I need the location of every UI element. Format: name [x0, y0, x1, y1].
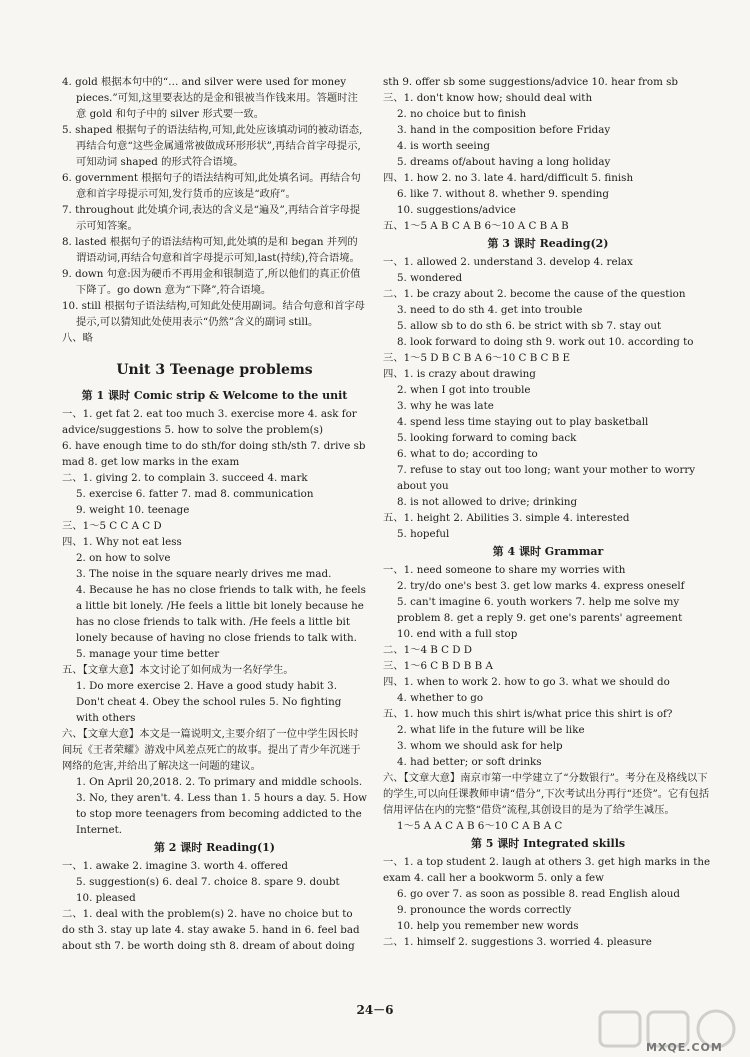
lesson-4-answers: [383, 562, 713, 834]
answer-line: 7. throughout 此处填介词,表达的含义是“遍及”,再结合首字母提示可知答案。: [62, 204, 361, 232]
answer-line: 8. lasted 根据句子的语法结构可知,此处填的是和 began 并列的谓语动词,再结合句意和首字母提示可知,last(持续),符合语境。: [62, 236, 360, 264]
answer-line: 1. Do more exercise 2. Have a good study habit 3. Don't cheat 4. Obey the school rules 5. No fighting with others: [76, 680, 342, 724]
answer-line: 4. is worth seeing: [397, 140, 490, 152]
answer-line: sth 9. offer sb some suggestions/advice 10. hear from sb: [383, 76, 679, 88]
answer-line: 五、1. how much this shirt is/what price this shirt is of?: [383, 708, 673, 720]
answer-line: 10. suggestions/advice: [397, 204, 516, 216]
lesson-heading-3: 第 3 课时 Reading(2): [487, 237, 609, 250]
lesson-heading-5: 第 5 课时 Integrated skills: [470, 837, 626, 850]
answer-line: 一、1. allowed 2. understand 3. develop 4. relax: [383, 256, 633, 268]
answer-line: 2. no choice but to finish: [397, 108, 527, 120]
answer-line: 二、1. deal with the problem(s) 2. have no choice but to do sth 3. stay up late 4. stay awake 5. hand in 6. feel bad about sth 7. be worth doing sth 8. dream of about doing: [62, 908, 360, 952]
answer-line: 5. dreams of/about having a long holiday: [397, 156, 611, 168]
answer-line: 9. weight 10. teenage: [76, 504, 190, 516]
answer-line: 一、1. awake 2. imagine 3. worth 4. offered: [62, 860, 288, 872]
answer-line: 八、略: [62, 332, 93, 344]
lesson-3-answers: [383, 254, 713, 542]
answer-line: 三、1. don't know how; should deal with: [383, 92, 593, 104]
answer-line: 2. on how to solve: [76, 552, 171, 564]
page-number: 24－6: [356, 1003, 394, 1017]
answer-line: 6. like 7. without 8. whether 9. spending: [397, 188, 610, 200]
left-column: [62, 74, 367, 954]
answer-line: 三、1～5 C C A C D: [62, 520, 162, 532]
answer-line: 五、1～5 A B C A B 6～10 A C B A B: [383, 220, 569, 232]
answer-line: 10. end with a full stop: [397, 628, 518, 640]
answer-line: 10. pleased: [76, 892, 136, 904]
lesson-heading-4: 第 4 课时 Grammar: [492, 545, 604, 558]
answer-line: 四、1. Why not eat less: [62, 536, 182, 548]
answer-line: 6. have enough time to do sth/for doing sth/sth 7. drive sb mad 8. get low marks in the exam: [62, 440, 366, 468]
unit-title: Unit 3 Teenage problems: [116, 362, 313, 378]
answer-line: 五、1. height 2. Abilities 3. simple 4. interested: [383, 512, 630, 524]
answer-line: 6. government 根据句子的语法结构可知,此处填名词。再结合句意和首字母提示可知,发行货币的应该是“政府”。: [62, 172, 361, 200]
lesson-heading-1: 第 1 课时 Comic strip & Welcome to the unit: [81, 389, 348, 402]
answer-line: 3. why he was late: [397, 400, 494, 412]
answer-line: 五、【文章大意】本文讨论了如何成为一名好学生。: [62, 664, 294, 676]
answer-line: 8. look forward to doing sth 9. work out 10. according to: [397, 336, 694, 348]
answer-line: 5. suggestion(s) 6. deal 7. choice 8. spare 9. doubt: [76, 876, 340, 888]
answer-line: 一、1. get fat 2. eat too much 3. exercise more 4. ask for advice/suggestions 5. how to solve the problem(s): [62, 408, 357, 436]
answer-line: 5. exercise 6. fatter 7. mad 8. communication: [76, 488, 314, 500]
answer-line: 10. still 根据句子语法结构,可知此处使用副词。结合句意和首字母提示,可以猜知此处使用表示“仍然”含义的副词 still。: [62, 300, 365, 328]
answer-line: 6. go over 7. as soon as possible 8. read English aloud: [397, 888, 680, 900]
answer-line: 一、1. need someone to share my worries with: [383, 564, 626, 576]
answer-line: 1～5 A A C A B 6～10 C A B A C: [397, 820, 563, 832]
answer-line: 8. is not allowed to drive; drinking: [397, 496, 578, 508]
answer-line: 二、1. himself 2. suggestions 3. worried 4. pleasure: [383, 936, 652, 948]
lesson-2-answers: [62, 858, 367, 954]
answer-line: 3. need to do sth 4. get into trouble: [397, 304, 583, 316]
answer-line: 5. looking forward to coming back: [397, 432, 577, 444]
answer-line: 6. what to do; according to: [397, 448, 538, 460]
left-answers-block: [62, 74, 367, 346]
answer-line: 5. shaped 根据句子的语法结构,可知,此处应该填动词的被动语态,再结合句意“这些金属通常被做成环形形状”,再结合首字母提示,可知动词 shaped 的形式符合语境。: [62, 124, 363, 168]
answer-line: 2. try/do one's best 3. get low marks 4. express oneself: [397, 580, 685, 592]
answer-line: 10. help you remember new words: [397, 920, 579, 932]
answer-line: 4. Because he has no close friends to talk with, he feels a little bit lonely. /He feels a little bit lonely because he has no close friends to talk with. /He feels a little bit lonely because of having no close friends to talk with.: [76, 584, 366, 644]
answer-line: 四、1. how 2. no 3. late 4. hard/difficult 5. finish: [383, 172, 634, 184]
lesson-heading-2: 第 2 课时 Reading(1): [153, 841, 276, 854]
answer-line: 3. The noise in the square nearly drives me mad.: [76, 568, 332, 580]
lesson-1-answers: [62, 406, 367, 838]
answer-line: 5. manage your time better: [76, 648, 220, 660]
lesson-2-answers-continued: [383, 74, 713, 234]
answer-line: 一、1. a top student 2. laugh at others 3. get high marks in the exam 4. call her a bookworm 5. only a few: [383, 856, 711, 884]
answer-line: 5. allow sb to do sth 6. be strict with sb 7. stay out: [397, 320, 662, 332]
answer-line: 5. hopeful: [397, 528, 450, 540]
answer-line: 2. when I got into trouble: [397, 384, 531, 396]
answer-line: 4. had better; or soft drinks: [397, 756, 542, 768]
answer-line: 4. whether to go: [397, 692, 484, 704]
answer-line: 三、1～5 D B C B A 6～10 C B C B E: [383, 352, 571, 364]
answer-line: 二、1～4 B C D D: [383, 644, 473, 656]
answer-line: 5. wondered: [397, 272, 463, 284]
answer-line: 1. On April 20,2018. 2. To primary and middle schools.: [76, 776, 363, 788]
answer-line: 二、1. giving 2. to complain 3. succeed 4. mark: [62, 472, 308, 484]
answer-line: 5. can't imagine 6. youth workers 7. help me solve my problem 8. get a reply 9. get one's parents' agreement: [397, 596, 683, 624]
answer-line: 4. gold 根据本句中的“… and silver were used for money pieces.”可知,这里要表达的是金和银被当作钱来用。答题时注意 gold 和句子中的 silver 形式要一致。: [62, 76, 358, 120]
answer-line: 六、【文章大意】本文是一篇说明文,主要介绍了一位中学生因长时间玩《王者荣耀》游戏中风差点死亡的故事。提出了青少年沉迷于网络的危害,并给出了解决这一问题的建议。: [62, 728, 361, 772]
answer-line: 9. pronounce the words correctly: [397, 904, 572, 916]
answer-line: 3. whom we should ask for help: [397, 740, 563, 752]
answer-line: 9. down 句意:因为硬币不再用金和银制造了,所以他们的真正价值下降了。go down 意为“下降”,符合语境。: [62, 268, 361, 296]
answer-line: 二、1. be crazy about 2. become the cause of the question: [383, 288, 686, 300]
answer-line: 3. hand in the composition before Friday: [397, 124, 611, 136]
answer-line: 四、1. when to work 2. how to go 3. what we should do: [383, 676, 670, 688]
answer-line: 4. spend less time staying out to play basketball: [397, 416, 649, 428]
answer-line: 7. refuse to stay out too long; want your mother to worry about you: [397, 464, 696, 492]
answer-line: 3. No, they aren't. 4. Less than 1. 5 hours a day. 5. How to stop more teenagers from becoming addicted to the Internet.: [76, 792, 367, 836]
answer-line: 三、1～6 C B D B B A: [383, 660, 493, 672]
right-column: [383, 74, 713, 950]
answer-line: 四、1. is crazy about drawing: [383, 368, 536, 380]
answer-line: 2. what life in the future will be like: [397, 724, 585, 736]
watermark-text: MXQE.COM: [646, 1041, 723, 1054]
lesson-5-answers: [383, 854, 713, 950]
answer-line: 六、【文章大意】南京市第一中学建立了“分数银行”。考分在及格线以下的学生,可以向任课教师申请“借分”,下次考试出分再行“还贷”。它有包括信用评估在内的完整“借贷”流程,其创设目的是为了给学生减压。: [383, 772, 710, 816]
